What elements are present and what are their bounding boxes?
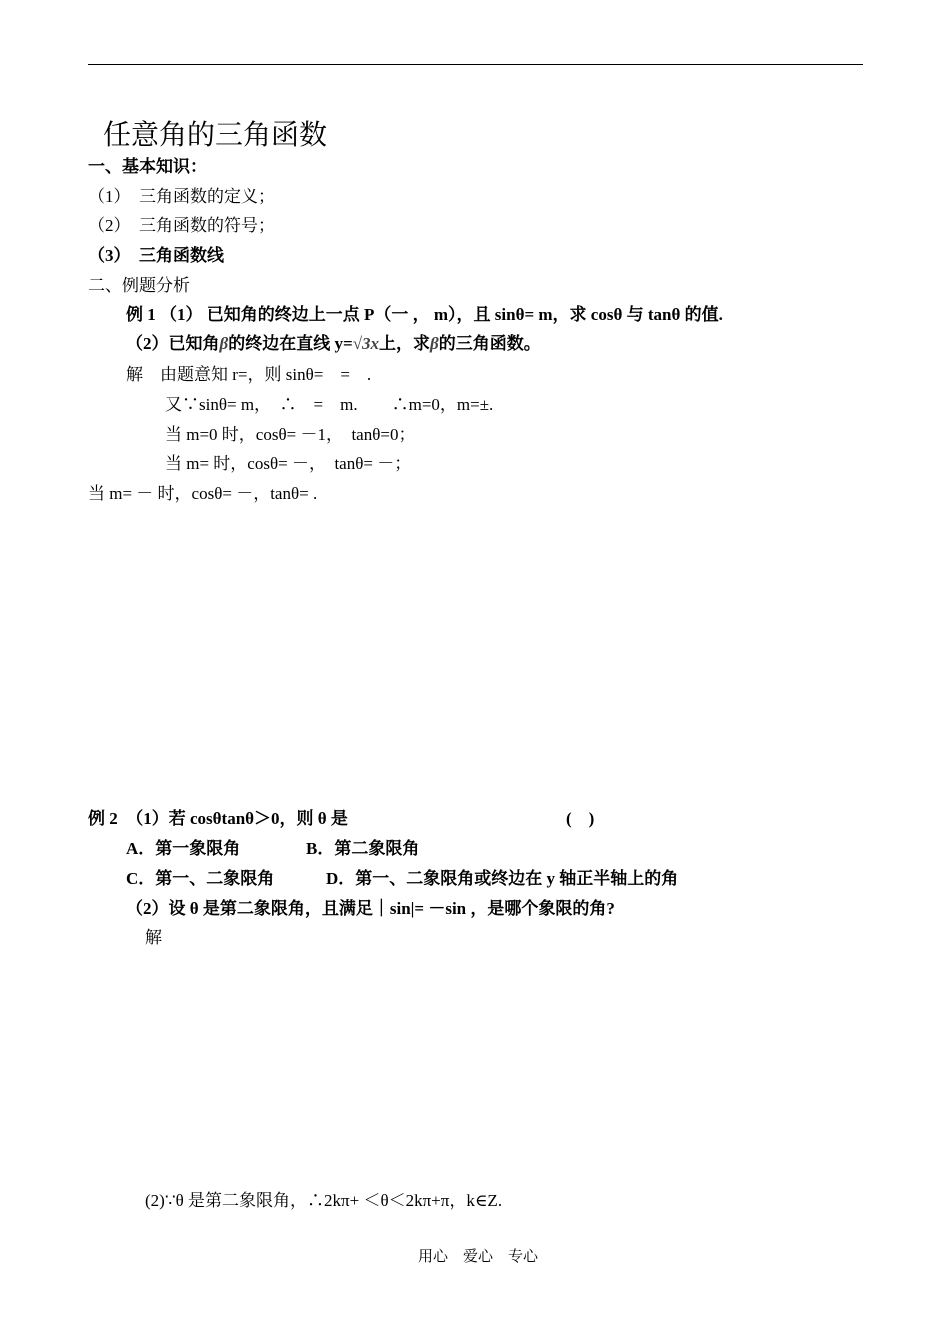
example2-question1: 例 2 （1）若 cosθtanθ＞0，则 θ 是: [88, 809, 348, 828]
section2-heading: 二、例题分析: [88, 276, 190, 295]
example1-solution-line: 当 m= － 时，cosθ= －，tanθ= .: [88, 484, 318, 503]
example1-solution-line: 当 m=0 时，cosθ= －1， tanθ=0；: [165, 425, 416, 444]
answer-paren: ( ): [566, 809, 595, 828]
page-footer: 用心 爱心 专心: [418, 1249, 539, 1265]
option-b: B．第二象限角: [306, 839, 420, 858]
example1-solution-line: 又∵sinθ= m， ∴ = m. ∴m=0，m=±.: [165, 395, 494, 414]
example1-question2: （2）已知角β的终边在直线 y=√3x上，求β的三角函数。: [126, 334, 541, 353]
beta-symbol: β: [430, 334, 439, 353]
knowledge-item: （3） 三角函数线: [88, 246, 224, 265]
example2-question2: （2）设 θ 是第二象限角，且满足｜sin|= －sin ，是哪个象限的角?: [126, 899, 615, 918]
option-a: A．第一象限角: [126, 839, 241, 858]
page-title: 任意角的三角函数: [103, 118, 328, 151]
section1-heading: 一、基本知识：: [88, 157, 207, 176]
option-d: D．第一、二象限角或终边在 y 轴正半轴上的角: [326, 869, 679, 888]
example1-solution-line: 解 由题意知 r=，则 sinθ= = .: [126, 365, 372, 384]
example1-solution-line: 当 m= 时，cosθ= －， tanθ= －；: [165, 454, 412, 473]
example2-solution2: (2)∵θ 是第二象限角，∴2kπ+ ＜θ＜2kπ+π，k∈Z.: [145, 1191, 503, 1210]
example2-solution-label: 解: [145, 928, 162, 947]
example1-question1: 例 1 （1） 已知角的终边上一点 P（一 ， m），且 sinθ= m，求 cosθ 与 tanθ 的值.: [126, 305, 723, 324]
knowledge-item: （2） 三角函数的符号；: [88, 216, 275, 235]
knowledge-item: （1） 三角函数的定义；: [88, 187, 275, 206]
option-c: C．第一、二象限角: [126, 869, 275, 888]
sqrt-expression: √3x: [352, 334, 379, 353]
beta-symbol: β: [219, 334, 229, 353]
header-rule: [88, 64, 863, 65]
